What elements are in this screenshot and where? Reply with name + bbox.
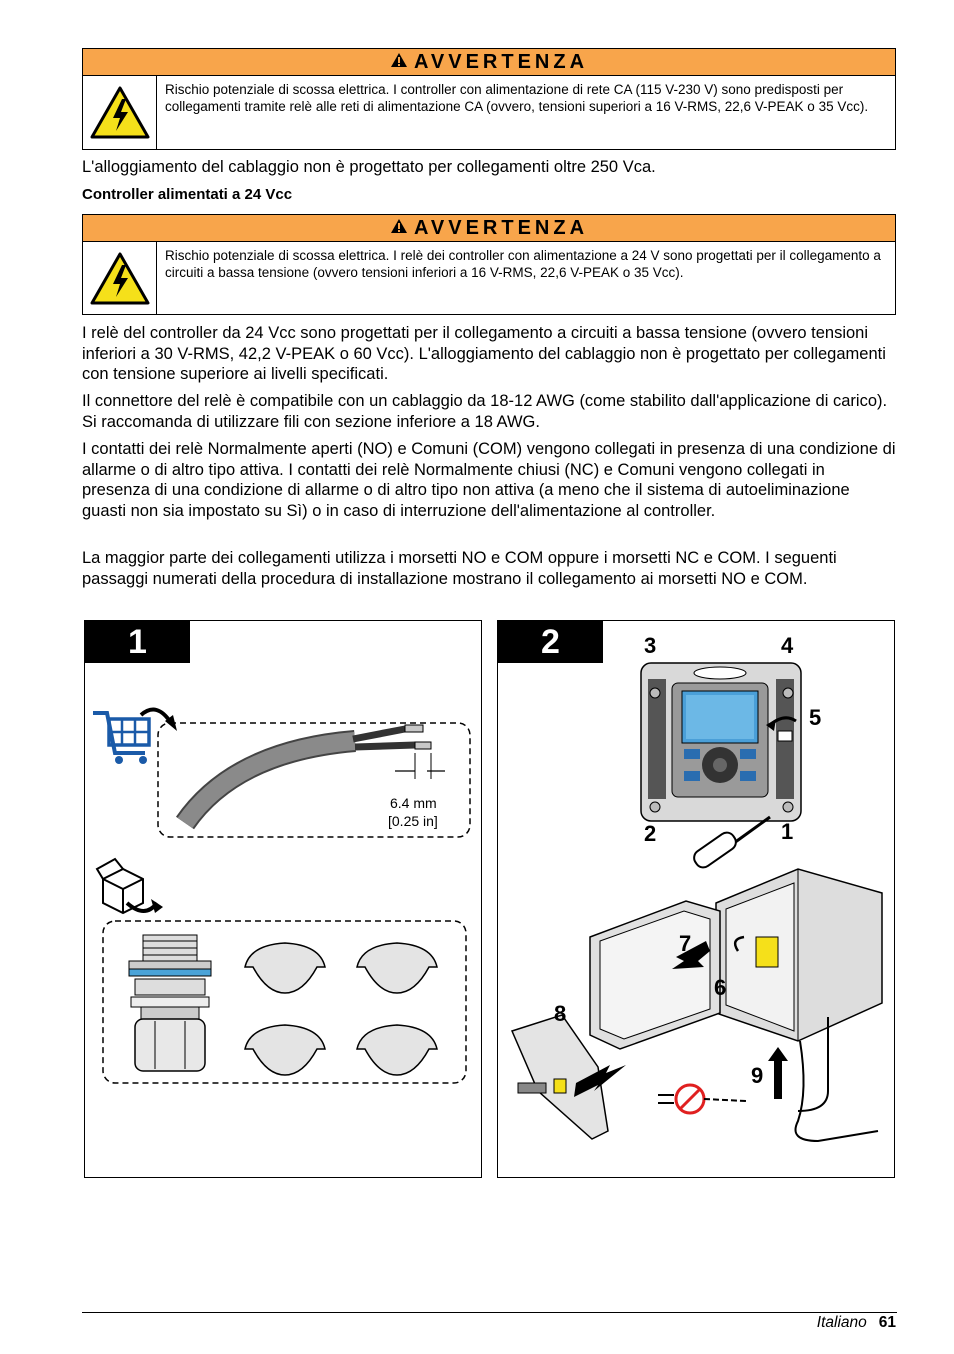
footer-language: Italiano bbox=[816, 1314, 867, 1331]
footer-divider bbox=[82, 1312, 897, 1313]
warning-header bbox=[83, 49, 895, 76]
electric-shock-hazard-icon bbox=[83, 76, 157, 150]
paragraph-relay-24v: I relè del controller da 24 Vcc sono progettati per il collegamento a circuiti a bassa tensione (ovvero tensioni inferiori a 30 V-RMS, 42,2 V-PEAK o 60 Vcc). L'alloggiamento del cablaggio non è progettato per collegamenti con tensione superiore ai livelli specificati. bbox=[82, 324, 886, 383]
callout-2: 2 bbox=[644, 821, 657, 846]
strip-length-mm: 6.4 mm bbox=[390, 795, 437, 811]
electric-shock-hazard-icon bbox=[83, 242, 157, 315]
warning-text: Rischio potenziale di scossa elettrica. I relè dei controller con alimentazione a 24 V sono progettati per il collegamento a circuiti a bassa tensione (ovvero tensioni inferiori a 16 V-RMS, 22,6 V-PEAK o 35 Vcc). bbox=[165, 248, 881, 280]
figure-step-2 bbox=[497, 620, 895, 1178]
paragraph-contacts: I contatti dei relè Normalmente aperti (NO) e Comuni (COM) vengono collegati in presenza di una condizione di allarme o di altro tipo attiva. I contatti dei relè Normalmente chiusi (NC) e Comuni vengono collegati in presenza di una condizione di allarme o di altro tipo non attiva (a meno che il sistema di autoeliminazione guasti non sia impostato su Sì) o in caso di interruzione dell'alimentazione al controller. bbox=[82, 440, 896, 520]
step-number: 1 bbox=[85, 621, 190, 663]
cable-gland-icon bbox=[129, 935, 211, 1071]
paragraph-housing: L'alloggiamento del cablaggio non è progettato per collegamenti oltre 250 Vca. bbox=[82, 158, 656, 176]
screwdriver-icon bbox=[691, 817, 770, 871]
paragraph-awg: Il connettore del relè è compatibile con un cablaggio da 18-12 AWG (come stabilito dall'applicazione di carico). Si raccomanda di utilizzare fili con sezione inferiore a 18 AWG. bbox=[82, 392, 888, 431]
figure-step-1 bbox=[84, 620, 482, 1178]
callout-5: 5 bbox=[809, 705, 822, 730]
callout-6: 6 bbox=[714, 975, 727, 1000]
page-number: 61 bbox=[878, 1314, 896, 1331]
step-number: 2 bbox=[498, 621, 603, 663]
callout-1: 1 bbox=[781, 819, 794, 844]
callout-7: 7 bbox=[679, 931, 692, 956]
controller-front-icon bbox=[641, 663, 801, 821]
warning-title: AVVERTENZA bbox=[413, 216, 589, 239]
warning-box-ac bbox=[82, 48, 896, 150]
plug-inserts-icon bbox=[245, 943, 437, 1075]
box-icon bbox=[97, 859, 163, 913]
page-footer bbox=[817, 1314, 896, 1332]
warning-header bbox=[83, 215, 895, 242]
shopping-cart-icon bbox=[93, 710, 177, 764]
callout-3: 3 bbox=[644, 633, 657, 658]
warning-title: AVVERTENZA bbox=[413, 50, 589, 73]
callout-9: 9 bbox=[751, 1063, 764, 1088]
callout-4: 4 bbox=[781, 633, 794, 658]
callout-8: 8 bbox=[554, 1001, 567, 1026]
warning-box-24v bbox=[82, 214, 896, 315]
paragraph-terminals: La maggior parte dei collegamenti utilizza i morsetti NO e COM oppure i morsetti NC e COM. I seguenti passaggi numerati della procedura di installazione mostrano il collegamento ai morsetti NO e COM. bbox=[82, 549, 837, 588]
warning-triangle-icon bbox=[390, 51, 408, 74]
warning-text: Rischio potenziale di scossa elettrica. I controller con alimentazione di rete CA (115 V-230 V) sono predisposti per collegamenti tramite relè alle reti di alimentazione CA (ovvero, tensioni superiori a 16 V-RMS, 22,6 V-PEAK o 35 Vcc). bbox=[165, 82, 869, 114]
section-heading: Controller alimentati a 24 Vcc bbox=[82, 186, 293, 203]
no-power-icon bbox=[658, 1085, 746, 1113]
strip-length-in: [0.25 in] bbox=[388, 813, 438, 829]
warning-triangle-icon bbox=[390, 217, 408, 240]
